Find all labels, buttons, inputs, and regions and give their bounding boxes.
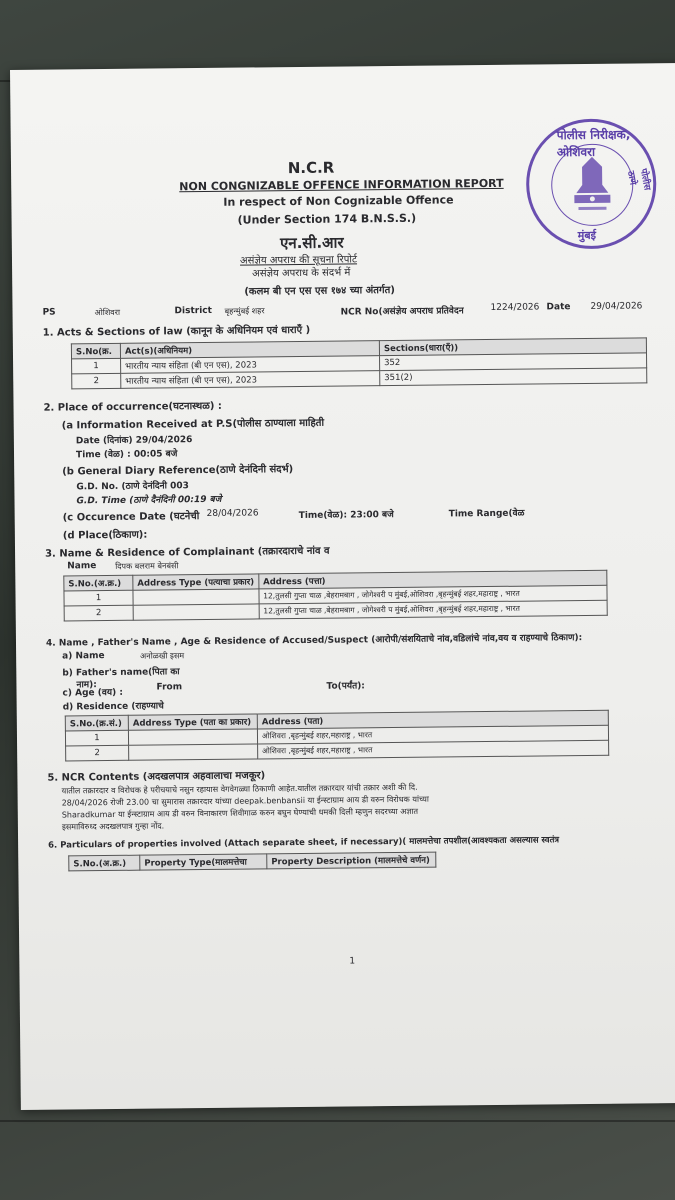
age-label: c) Age (वय) :	[62, 687, 124, 699]
accused-name-value: अनोळखी इसम	[140, 651, 185, 661]
ps-label: PS	[42, 307, 56, 318]
row-act: भारतीय न्याय संहिता (बी एन एस), 2023	[121, 371, 380, 389]
gd-reference-label: (b General Diary Reference(ठाणे देनंदिनी संदर्भ)	[62, 464, 294, 478]
gd-no: G.D. No. (ठाणे देनंदिनी 003	[76, 481, 189, 493]
ncr-contents-line: Sharadkumar या ईन्स्टाग्राम आय डी वरुन विनाकारण शिवीगाळ करुन बघुन घेण्याची धमकी दिली म्हणुन सदरच्या अज्ञात	[61, 806, 419, 820]
place-label: (d Place(ठिकाण):	[62, 529, 148, 542]
ncr-contents-line: इसमाविरुध्द अदखलपात्र गुन्हा नोंद.	[61, 821, 165, 832]
occurence-date-value: 28/04/2026	[206, 508, 259, 519]
doc-subtitle-3: (Under Section 174 B.N.S.S.)	[237, 211, 417, 227]
district-value: बृहन्मुंबई शहर	[224, 306, 265, 316]
row-no: 2	[72, 373, 121, 389]
row-address: ओशिवरा ,बृहन्मुंबई शहर,महाराष्ट्र , भारत	[258, 740, 609, 759]
doc-subtitle-marathi-3: (कलम बी एन एस एस १७४ च्या अंतर्गत)	[244, 284, 395, 298]
wood-seam	[0, 1120, 675, 1122]
seal-text-top: पोलीस निरीक्षक, ओशिवरा	[556, 127, 631, 160]
age-to-label: To(पर्यंत):	[326, 681, 365, 692]
info-time: Time (वेळ) : 00:05 बजे	[75, 449, 178, 461]
section-2-heading: 2. Place of occurrence(घटनास्थळ) :	[43, 400, 222, 414]
ncr-document	[10, 63, 675, 1110]
father-name-label-2: नाम):	[76, 680, 97, 691]
col-header: Sections(धारा(एँ))	[379, 338, 646, 356]
doc-subtitle-2: In respect of Non Cognizable Offence	[223, 193, 454, 209]
col-header: S.No(क्र.	[71, 343, 120, 359]
properties-table	[68, 852, 436, 872]
col-header: S.No.(क्र.सं.)	[65, 715, 128, 731]
row-type	[129, 744, 258, 760]
table-header-row	[69, 852, 436, 871]
doc-subtitle-marathi-2: असंज्ञेय अपराध के संदर्भ में	[252, 267, 351, 280]
section-6-heading: 6. Particulars of properties involved (Attach separate sheet, if necessary)( मालमत्तेचा तपशील(आवश्यकता असल्यास स्वतंत्र	[48, 835, 560, 851]
row-no: 1	[64, 590, 133, 606]
col-header: Address Type (पता का प्रकार)	[128, 714, 257, 730]
date-value: 29/04/2026	[590, 301, 643, 312]
seal-text-side: पोलीस ठाणे	[625, 167, 652, 192]
complainant-name-value: दिपक बलराम बेनबंसी	[115, 561, 179, 571]
father-name-label: b) Father's name(पिता का	[62, 667, 180, 679]
col-header: S.No.(अ.क्र.)	[69, 855, 140, 871]
accused-address-table	[65, 710, 609, 762]
col-header: Act(s)(अधिनियम)	[120, 341, 379, 359]
section-4-heading: 4. Name , Father's Name , Age & Residence of Accused/Suspect (आरोपी/संशयिताचे नांव,वडिलांचे नांव,वय व राहण्याचे ठिकाण):	[45, 633, 583, 649]
col-header: Address Type (पत्याचा प्रकार)	[133, 574, 259, 590]
acts-table	[71, 337, 647, 389]
col-header: Property Description (मालमत्तेचे वर्णन)	[267, 852, 436, 869]
row-address: 12,तुलसी गुप्ता चाळ ,बेहरामबाग , जोगेश्वरी प मुंबई,ओशिवरा ,बृहन्मुंबई शहर,महाराष्ट्र , भारत	[259, 600, 607, 619]
row-address: ओशिवरा ,बृहन्मुंबई शहर,महाराष्ट्र , भारत	[257, 725, 608, 744]
row-no: 1	[72, 358, 121, 374]
residence-label: d) Residence (राहण्याचे	[62, 701, 164, 713]
row-type	[133, 604, 259, 620]
ncr-contents-line: यातील तक्रारदार व विरोधक हे परीचयाचे नसुन रहायास वेगवेगळ्या ठिकाणी आहेत.यातील तक्रारदार यांची तक्रार अशी की दि.	[61, 782, 418, 796]
ncr-no-value: 1224/2026	[490, 302, 540, 313]
row-section: 351(2)	[380, 368, 647, 386]
time-range-label: Time Range(वेळ	[448, 508, 525, 520]
occurence-date-label: (c Occurence Date (घटनेची	[62, 511, 200, 524]
gd-time: G.D. Time (ठाणे दैनंदिनी 00:19 बजे	[76, 494, 222, 507]
age-from-label: From	[156, 682, 183, 693]
info-received-label: (a Information Received at P.S(पोलीस ठाण्याला माहिती	[61, 417, 325, 432]
date-label: Date	[546, 302, 571, 313]
col-header: Property Type(मालमत्तेचा	[140, 854, 267, 870]
doc-title-marathi: एन.सी.आर	[279, 233, 344, 253]
section-1-heading: 1. Acts & Sections of law (कानून के अधिनियम एवं धाराएँ )	[42, 324, 311, 339]
doc-title: N.C.R	[287, 158, 335, 178]
row-no: 2	[64, 605, 133, 621]
row-no: 1	[65, 730, 128, 746]
ps-value: ओशिवरा	[94, 307, 121, 318]
section-3-heading: 3. Name & Residence of Complainant (तक्रारदाराचे नांव व	[45, 545, 330, 560]
ncr-no-label: NCR No(असंज्ञेय अपराध प्रतिवेदन	[340, 306, 464, 318]
row-no: 2	[66, 745, 129, 761]
page-number: 1	[349, 956, 356, 967]
seal-text-bottom: मुंबई	[577, 228, 597, 243]
accused-name-label: a) Name	[62, 651, 105, 662]
complainant-name-label: Name	[67, 561, 97, 572]
row-address: 12,तुलसी गुप्ता चाळ ,बेहरामबाग , जोगेश्वरी प मुंबई,ओशिवरा ,बृहन्मुंबई शहर,महाराष्ट्र , भारत	[259, 585, 607, 604]
col-header: Address (पता)	[257, 710, 608, 729]
col-header: S.No.(अ.क्र.)	[64, 575, 133, 591]
row-type	[133, 589, 259, 605]
info-date: Date (दिनांक) 29/04/2026	[75, 435, 193, 447]
col-header: Address (पत्ता)	[259, 570, 607, 589]
complainant-address-table	[63, 570, 607, 622]
section-5-heading: 5. NCR Contents (अदखलपात्र अहवालाचा मजकूर)	[47, 770, 266, 784]
district-label: District	[174, 305, 212, 317]
occurence-time: Time(वेळ): 23:00 बजे	[298, 510, 394, 522]
row-act: भारतीय न्याय संहिता (बी एन एस), 2023	[121, 356, 380, 374]
ncr-contents-line: 28/04/2026 रोजी 23.00 चा सुमारास तक्रारदार यांच्या deepak.benbansii या ईन्स्टाग्राम आय डी वरुन विरोधक यांच्या	[61, 794, 429, 808]
row-section: 352	[380, 353, 647, 371]
doc-subtitle-marathi: असंज्ञेय अपराध की सूचना रिपोर्ट	[239, 254, 358, 267]
police-seal	[526, 118, 657, 249]
doc-subtitle: NON CONGNIZABLE OFFENCE INFORMATION REPORT	[179, 176, 504, 194]
row-type	[128, 729, 257, 745]
